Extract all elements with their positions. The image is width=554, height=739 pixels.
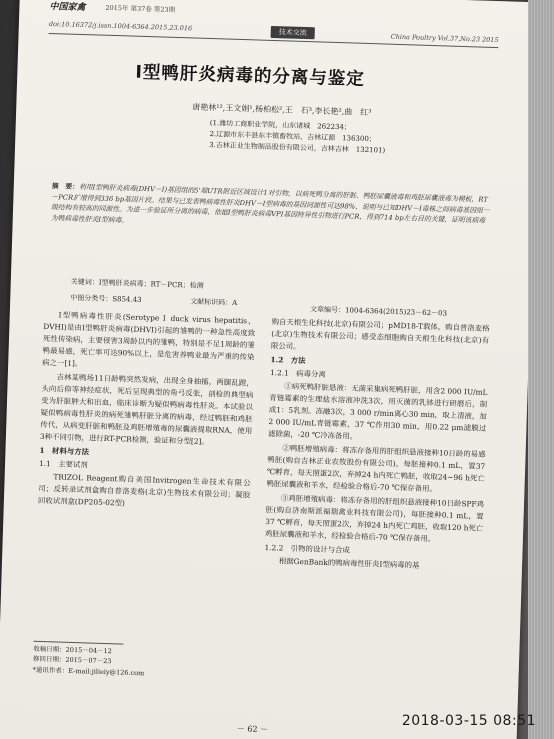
- article-number: 文章编号：1004-6364(2015)23－62－03: [309, 305, 448, 318]
- subsection-heading: 1.1 主要试剂: [38, 458, 88, 470]
- list-item: ③鸡胚增殖病毒：将冻存备用的肝组织悬液接种10日龄SPF鸡胚(购自济南斯派福瑞禽业科技有限公司)，每胚接种0.1 mL，置37 ℃孵育，每天照蛋2次，弃掉24 h内死亡鸡胚，收取120 h死亡鸡胚尿囊液和羊水，经检验合格后-70 ℃保存备用。: [264, 493, 485, 544]
- right-column: [264, 316, 490, 575]
- paragraph: TRIZOL Reagent购自美国Invitrogen生命技术有限公司；反转录试剂盒购自普洛麦格(北京)生物技术有限公司；凝胶回收试剂盒(DP205-02型): [37, 472, 251, 508]
- abstract: [51, 181, 492, 237]
- corresponding-author: *通讯作者：E-mail:jilieiy@126.com: [32, 665, 145, 678]
- journal-logo: 中国家禽: [49, 1, 86, 14]
- paragraph: 吉林某鸭场11日龄鸭突然发病，出现全身抽搐，两腿乱蹬，头向后仰等神经症状，死后呈现典型的角弓反张，剖检的典型病变为肝脏肿大和出血，临床诊断为疑似鸭病毒性肝炎。本试验以疑似鸭病毒性肝炎的病死雏鸭肝脏分离的病毒，经过鸭胚和鸡胚传代，从病变肝脏和鸭胚及鸡胚增殖毒的尿囊液提取RNA，使用3种不同引物，进行RT-PCR检测，验证和分型[2]。: [39, 372, 254, 447]
- page-stack-edge: [528, 0, 554, 739]
- subsection-heading: 1.2.2 引物的设计与合成: [264, 542, 350, 555]
- footnote: [32, 641, 245, 682]
- list-item: ①病死鸭肝脏悬液：无菌采集病死鸭肝脏，用含2 000 IU/mL青链霉素的生理盐水溶液冲洗3次，用灭菌的乳钵进行研磨后，制成1：5乳剂。冻融3次，3 000 r/min离心30 min，取上清液，加2 000 IU/mL青链霉素，37 ℃作用30 min，用0.22 μm滤膜过滤除菌，-20 ℃冷冻备用。: [267, 381, 488, 441]
- photo-timestamp: 2018-03-15 08:51: [401, 713, 536, 729]
- affiliation: 2.辽源市东丰县东丰镇畜牧站，吉林辽源 136300；: [209, 130, 376, 144]
- page-number: － 62 －: [236, 724, 269, 735]
- affiliation: 3.吉林正业生物制品股份有限公司，吉林吉林 132101): [209, 141, 386, 155]
- journal-en: China Poultry Vol.37,No.23 2015: [390, 32, 499, 45]
- section-heading: 1 材料与方法: [39, 445, 90, 457]
- clc-number: 中图分类号：S854.43: [70, 293, 142, 304]
- keywords: 关键词：Ⅰ型鸭肝炎病毒；RT－PCR；检测: [70, 277, 204, 290]
- paragraph: 根据GenBank的鸭病毒性肝炎Ⅰ型病毒的基: [278, 556, 420, 570]
- abstract-text: 利用Ⅰ型鸭肝炎病毒(DHV－Ⅰ)基因组的5'端UTR附近区域设计1对引物，以病死鸭分离的肝脏、鸭胚尿囊液毒和鸡胚尿囊液毒为模板，RT－PCR扩增得到336 bp基因片段。结果与已发表鸭病毒性肝炎DHV－Ⅰ型病毒的基因同源性可达98%，说明与已知DHV－Ⅰ毒株之间病毒基因组一级结构有较高的同源性。为进一步验证所分离的病毒，依据Ⅰ型鸭肝炎病毒VPI基因特异性引物进行PCR，得到714 bp左右目的关键，证明该病毒为鸭病毒性肝炎Ⅰ型病毒。: [50, 182, 490, 225]
- list-item: ②鸭胚增殖病毒：将冻存备用的肝组织悬液接种10日龄的易感鸭胚(购自吉林正业农牧股份有限公司)，每胚接种0.1 mL，置37 ℃孵育，每天照蛋2次，弃掉24 h内死亡鸭胚，收取24~96 h死亡鸭胚尿囊液和羊水，经检验合格后-70 ℃保存备用。: [266, 443, 486, 494]
- paragraph: 购自天根生化科技(北京)有限公司；pMD18-T载体，购自普洛麦格(北京)生物技术有限公司；感受态细胞购自天根生化科技(北京)有限公司。: [270, 317, 490, 351]
- received-date: 收稿日期：2015－04－12: [33, 644, 112, 656]
- article-title: Ⅰ型鸭肝炎病毒的分离与鉴定: [135, 62, 366, 90]
- document-code: 文献标识码：A: [190, 297, 238, 307]
- subsection-heading: 1.2.1 病毒分离: [269, 368, 326, 379]
- issue-info: 2015年 第37卷 第23期: [105, 3, 176, 14]
- paragraph: Ⅰ型鸭病毒性肝炎(Serotype Ⅰ duck virus hepatitis，DVHI)是由Ⅰ型鸭肝炎病毒(DHVI)引起的雏鸭的一种急性高度致死性传染病，主要侵害3周龄以内的雏鸭，特别是不足1周龄的雏鸭最易感，死亡率可达90%以上，是危害养鸭业最为严重的传染病之一[1]。: [42, 310, 256, 369]
- doi: doi:10.16372/j.issn.1004-6364.2015.23.016: [48, 19, 193, 33]
- column-tag: 技术交流: [271, 26, 315, 40]
- section-heading: 1.2 方法: [270, 355, 306, 366]
- affiliations: [209, 118, 386, 157]
- left-column: [38, 309, 256, 515]
- affiliation: (1.潍坊工商职业学院，山东诸城 262234；: [209, 119, 352, 132]
- revised-date: 修回日期：2015－07－23: [32, 655, 112, 666]
- abstract-label: 摘 要：: [51, 182, 80, 191]
- authors: 唐艳林¹²,王文娟¹,杨柏松²,王 石³,李长艳²,曲 红³: [192, 102, 372, 118]
